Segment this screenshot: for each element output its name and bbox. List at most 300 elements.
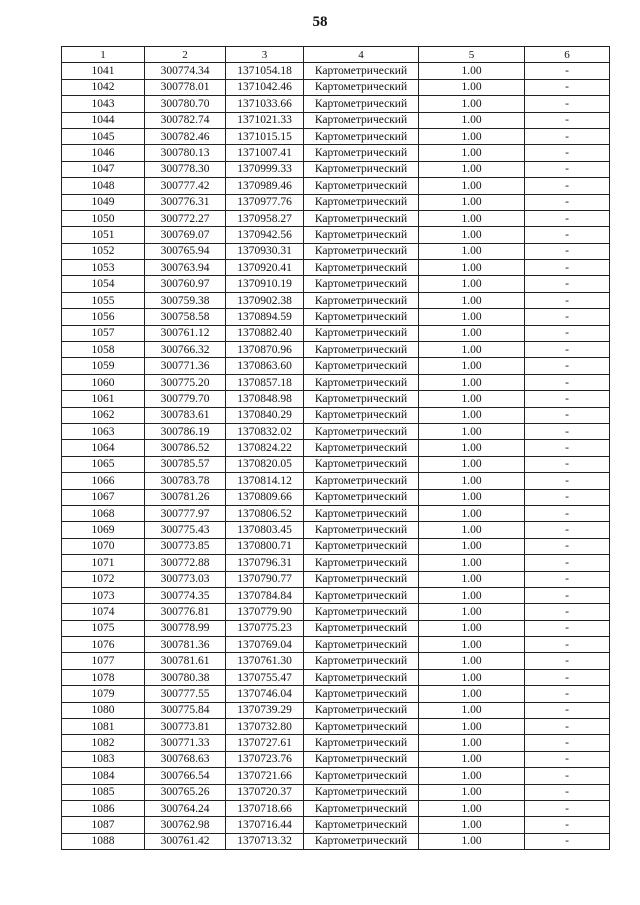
accuracy-cell: 1.00 — [419, 456, 525, 472]
method-cell: Картометрический — [304, 194, 419, 210]
point-number-cell: 1070 — [62, 538, 145, 554]
point-number-cell: 1057 — [62, 325, 145, 341]
table-row — [62, 800, 610, 816]
x-coordinate-cell: 300776.81 — [145, 604, 226, 620]
point-number-cell: 1045 — [62, 128, 145, 144]
table-row — [62, 210, 610, 226]
table-row — [62, 538, 610, 554]
x-coordinate-cell: 300761.42 — [145, 833, 226, 849]
point-number-cell: 1054 — [62, 276, 145, 292]
method-cell: Картометрический — [304, 489, 419, 505]
table-row — [62, 391, 610, 407]
accuracy-cell: 1.00 — [419, 817, 525, 833]
x-coordinate-cell: 300775.43 — [145, 522, 226, 538]
accuracy-cell: 1.00 — [419, 210, 525, 226]
accuracy-cell: 1.00 — [419, 833, 525, 849]
note-cell: - — [525, 571, 610, 587]
y-coordinate-cell: 1370716.44 — [226, 817, 304, 833]
method-cell: Картометрический — [304, 391, 419, 407]
y-coordinate-cell: 1371042.46 — [226, 79, 304, 95]
method-cell: Картометрический — [304, 423, 419, 439]
y-coordinate-cell: 1370882.40 — [226, 325, 304, 341]
point-number-cell: 1086 — [62, 800, 145, 816]
point-number-cell: 1075 — [62, 620, 145, 636]
method-cell: Картометрический — [304, 112, 419, 128]
accuracy-cell: 1.00 — [419, 489, 525, 505]
point-number-cell: 1073 — [62, 587, 145, 603]
method-cell: Картометрический — [304, 719, 419, 735]
method-cell: Картометрический — [304, 653, 419, 669]
table-row — [62, 817, 610, 833]
y-coordinate-cell: 1370989.46 — [226, 178, 304, 194]
y-coordinate-cell: 1370806.52 — [226, 505, 304, 521]
method-cell: Картометрический — [304, 161, 419, 177]
method-cell: Картометрический — [304, 817, 419, 833]
point-number-cell: 1069 — [62, 522, 145, 538]
point-number-cell: 1056 — [62, 309, 145, 325]
method-cell: Картометрический — [304, 342, 419, 358]
table-header-row — [62, 47, 610, 63]
table-row — [62, 702, 610, 718]
note-cell: - — [525, 227, 610, 243]
method-cell: Картометрический — [304, 702, 419, 718]
table-row — [62, 604, 610, 620]
accuracy-cell: 1.00 — [419, 194, 525, 210]
y-coordinate-cell: 1370820.05 — [226, 456, 304, 472]
point-number-cell: 1041 — [62, 63, 145, 79]
y-coordinate-cell: 1370775.23 — [226, 620, 304, 636]
table-row — [62, 194, 610, 210]
method-cell: Картометрический — [304, 735, 419, 751]
table-row — [62, 374, 610, 390]
point-number-cell: 1064 — [62, 440, 145, 456]
accuracy-cell: 1.00 — [419, 686, 525, 702]
y-coordinate-cell: 1370761.30 — [226, 653, 304, 669]
accuracy-cell: 1.00 — [419, 243, 525, 259]
y-coordinate-cell: 1370796.31 — [226, 555, 304, 571]
point-number-cell: 1050 — [62, 210, 145, 226]
note-cell: - — [525, 292, 610, 308]
point-number-cell: 1048 — [62, 178, 145, 194]
x-coordinate-cell: 300781.61 — [145, 653, 226, 669]
x-coordinate-cell: 300769.07 — [145, 227, 226, 243]
x-coordinate-cell: 300775.84 — [145, 702, 226, 718]
method-cell: Картометрический — [304, 325, 419, 341]
table-row — [62, 653, 610, 669]
y-coordinate-cell: 1370958.27 — [226, 210, 304, 226]
note-cell: - — [525, 96, 610, 112]
accuracy-cell: 1.00 — [419, 669, 525, 685]
note-cell: - — [525, 358, 610, 374]
table-row — [62, 489, 610, 505]
accuracy-cell: 1.00 — [419, 768, 525, 784]
x-coordinate-cell: 300773.03 — [145, 571, 226, 587]
note-cell: - — [525, 719, 610, 735]
method-cell: Картометрический — [304, 620, 419, 636]
point-number-cell: 1087 — [62, 817, 145, 833]
table-row — [62, 79, 610, 95]
table-row — [62, 342, 610, 358]
note-cell: - — [525, 325, 610, 341]
method-cell: Картометрический — [304, 358, 419, 374]
method-cell: Картометрический — [304, 473, 419, 489]
point-number-cell: 1085 — [62, 784, 145, 800]
point-number-cell: 1052 — [62, 243, 145, 259]
y-coordinate-cell: 1371015.15 — [226, 128, 304, 144]
table-row — [62, 571, 610, 587]
accuracy-cell: 1.00 — [419, 473, 525, 489]
point-number-cell: 1046 — [62, 145, 145, 161]
note-cell: - — [525, 63, 610, 79]
method-cell: Картометрический — [304, 587, 419, 603]
note-cell: - — [525, 669, 610, 685]
method-cell: Картометрический — [304, 768, 419, 784]
accuracy-cell: 1.00 — [419, 96, 525, 112]
table-row — [62, 522, 610, 538]
y-coordinate-cell: 1370824.22 — [226, 440, 304, 456]
point-number-cell: 1066 — [62, 473, 145, 489]
note-cell: - — [525, 309, 610, 325]
table-row — [62, 719, 610, 735]
accuracy-cell: 1.00 — [419, 522, 525, 538]
y-coordinate-cell: 1370723.76 — [226, 751, 304, 767]
method-cell: Картометрический — [304, 374, 419, 390]
note-cell: - — [525, 342, 610, 358]
x-coordinate-cell: 300780.70 — [145, 96, 226, 112]
note-cell: - — [525, 637, 610, 653]
table-row — [62, 833, 610, 849]
table-row — [62, 407, 610, 423]
point-number-cell: 1068 — [62, 505, 145, 521]
note-cell: - — [525, 702, 610, 718]
table-row — [62, 735, 610, 751]
x-coordinate-cell: 300759.38 — [145, 292, 226, 308]
method-cell: Картометрический — [304, 522, 419, 538]
x-coordinate-cell: 300785.57 — [145, 456, 226, 472]
table-row — [62, 292, 610, 308]
accuracy-cell: 1.00 — [419, 538, 525, 554]
point-number-cell: 1058 — [62, 342, 145, 358]
y-coordinate-cell: 1370746.04 — [226, 686, 304, 702]
method-cell: Картометрический — [304, 604, 419, 620]
note-cell: - — [525, 587, 610, 603]
x-coordinate-cell: 300776.31 — [145, 194, 226, 210]
note-cell: - — [525, 145, 610, 161]
point-number-cell: 1042 — [62, 79, 145, 95]
x-coordinate-cell: 300775.20 — [145, 374, 226, 390]
table-row — [62, 456, 610, 472]
x-coordinate-cell: 300781.26 — [145, 489, 226, 505]
accuracy-cell: 1.00 — [419, 145, 525, 161]
accuracy-cell: 1.00 — [419, 358, 525, 374]
table-row — [62, 161, 610, 177]
accuracy-cell: 1.00 — [419, 276, 525, 292]
y-coordinate-cell: 1371007.41 — [226, 145, 304, 161]
x-coordinate-cell: 300781.36 — [145, 637, 226, 653]
note-cell: - — [525, 489, 610, 505]
method-cell: Картометрический — [304, 833, 419, 849]
note-cell: - — [525, 276, 610, 292]
note-cell: - — [525, 178, 610, 194]
point-number-cell: 1082 — [62, 735, 145, 751]
method-cell: Картометрический — [304, 210, 419, 226]
y-coordinate-cell: 1370727.61 — [226, 735, 304, 751]
point-number-cell: 1079 — [62, 686, 145, 702]
note-cell: - — [525, 194, 610, 210]
table-row — [62, 260, 610, 276]
accuracy-cell: 1.00 — [419, 784, 525, 800]
y-coordinate-cell: 1370930.31 — [226, 243, 304, 259]
y-coordinate-cell: 1370800.71 — [226, 538, 304, 554]
y-coordinate-cell: 1370769.04 — [226, 637, 304, 653]
table-row — [62, 276, 610, 292]
table-row — [62, 309, 610, 325]
accuracy-cell: 1.00 — [419, 800, 525, 816]
point-number-cell: 1061 — [62, 391, 145, 407]
note-cell: - — [525, 833, 610, 849]
note-cell: - — [525, 800, 610, 816]
method-cell: Картометрический — [304, 63, 419, 79]
accuracy-cell: 1.00 — [419, 63, 525, 79]
note-cell: - — [525, 817, 610, 833]
note-cell: - — [525, 686, 610, 702]
x-coordinate-cell: 300764.24 — [145, 800, 226, 816]
x-coordinate-cell: 300786.19 — [145, 423, 226, 439]
y-coordinate-cell: 1370809.66 — [226, 489, 304, 505]
x-coordinate-cell: 300786.52 — [145, 440, 226, 456]
point-number-cell: 1063 — [62, 423, 145, 439]
note-cell: - — [525, 440, 610, 456]
accuracy-cell: 1.00 — [419, 391, 525, 407]
accuracy-cell: 1.00 — [419, 702, 525, 718]
note-cell: - — [525, 128, 610, 144]
point-number-cell: 1078 — [62, 669, 145, 685]
method-cell: Картометрический — [304, 178, 419, 194]
table-row — [62, 178, 610, 194]
table-body — [62, 63, 610, 850]
table-row — [62, 227, 610, 243]
method-cell: Картометрический — [304, 407, 419, 423]
accuracy-cell: 1.00 — [419, 637, 525, 653]
point-number-cell: 1049 — [62, 194, 145, 210]
point-number-cell: 1043 — [62, 96, 145, 112]
note-cell: - — [525, 423, 610, 439]
y-coordinate-cell: 1370942.56 — [226, 227, 304, 243]
y-coordinate-cell: 1370718.66 — [226, 800, 304, 816]
note-cell: - — [525, 784, 610, 800]
method-cell: Картометрический — [304, 128, 419, 144]
page-number: 58 — [312, 14, 328, 30]
method-cell: Картометрический — [304, 243, 419, 259]
x-coordinate-cell: 300772.88 — [145, 555, 226, 571]
method-cell: Картометрический — [304, 505, 419, 521]
note-cell: - — [525, 243, 610, 259]
x-coordinate-cell: 300771.36 — [145, 358, 226, 374]
x-coordinate-cell: 300782.74 — [145, 112, 226, 128]
x-coordinate-cell: 300778.99 — [145, 620, 226, 636]
x-coordinate-cell: 300773.81 — [145, 719, 226, 735]
accuracy-cell: 1.00 — [419, 719, 525, 735]
x-coordinate-cell: 300777.97 — [145, 505, 226, 521]
accuracy-cell: 1.00 — [419, 342, 525, 358]
x-coordinate-cell: 300760.97 — [145, 276, 226, 292]
y-coordinate-cell: 1370910.19 — [226, 276, 304, 292]
y-coordinate-cell: 1370784.84 — [226, 587, 304, 603]
y-coordinate-cell: 1370720.37 — [226, 784, 304, 800]
point-number-cell: 1044 — [62, 112, 145, 128]
point-number-cell: 1065 — [62, 456, 145, 472]
x-coordinate-cell: 300761.12 — [145, 325, 226, 341]
accuracy-cell: 1.00 — [419, 309, 525, 325]
note-cell: - — [525, 112, 610, 128]
method-cell: Картометрический — [304, 309, 419, 325]
x-coordinate-cell: 300763.94 — [145, 260, 226, 276]
table-row — [62, 423, 610, 439]
accuracy-cell: 1.00 — [419, 325, 525, 341]
y-coordinate-cell: 1370863.60 — [226, 358, 304, 374]
method-cell: Картометрический — [304, 637, 419, 653]
note-cell: - — [525, 620, 610, 636]
y-coordinate-cell: 1370894.59 — [226, 309, 304, 325]
x-coordinate-cell: 300772.27 — [145, 210, 226, 226]
accuracy-cell: 1.00 — [419, 161, 525, 177]
accuracy-cell: 1.00 — [419, 440, 525, 456]
y-coordinate-cell: 1370848.98 — [226, 391, 304, 407]
table-row — [62, 325, 610, 341]
accuracy-cell: 1.00 — [419, 128, 525, 144]
x-coordinate-cell: 300777.42 — [145, 178, 226, 194]
y-coordinate-cell: 1370857.18 — [226, 374, 304, 390]
accuracy-cell: 1.00 — [419, 112, 525, 128]
table-row — [62, 440, 610, 456]
x-coordinate-cell: 300768.63 — [145, 751, 226, 767]
accuracy-cell: 1.00 — [419, 423, 525, 439]
note-cell: - — [525, 79, 610, 95]
note-cell: - — [525, 374, 610, 390]
x-coordinate-cell: 300783.61 — [145, 407, 226, 423]
table-row — [62, 751, 610, 767]
x-coordinate-cell: 300782.46 — [145, 128, 226, 144]
y-coordinate-cell: 1370790.77 — [226, 571, 304, 587]
point-number-cell: 1071 — [62, 555, 145, 571]
x-coordinate-cell: 300758.58 — [145, 309, 226, 325]
note-cell: - — [525, 456, 610, 472]
table-row — [62, 145, 610, 161]
y-coordinate-cell: 1370977.76 — [226, 194, 304, 210]
accuracy-cell: 1.00 — [419, 178, 525, 194]
table-row — [62, 637, 610, 653]
note-cell: - — [525, 555, 610, 571]
note-cell: - — [525, 505, 610, 521]
y-coordinate-cell: 1370832.02 — [226, 423, 304, 439]
point-number-cell: 1055 — [62, 292, 145, 308]
note-cell: - — [525, 538, 610, 554]
accuracy-cell: 1.00 — [419, 620, 525, 636]
accuracy-cell: 1.00 — [419, 604, 525, 620]
point-number-cell: 1067 — [62, 489, 145, 505]
point-number-cell: 1059 — [62, 358, 145, 374]
method-cell: Картометрический — [304, 96, 419, 112]
table-row — [62, 473, 610, 489]
y-coordinate-cell: 1370739.29 — [226, 702, 304, 718]
point-number-cell: 1084 — [62, 768, 145, 784]
y-coordinate-cell: 1370732.80 — [226, 719, 304, 735]
column-header: 6 — [525, 47, 610, 63]
table-row — [62, 784, 610, 800]
point-number-cell: 1077 — [62, 653, 145, 669]
accuracy-cell: 1.00 — [419, 407, 525, 423]
table-row — [62, 505, 610, 521]
table-row — [62, 620, 610, 636]
method-cell: Картометрический — [304, 751, 419, 767]
point-number-cell: 1062 — [62, 407, 145, 423]
y-coordinate-cell: 1370814.12 — [226, 473, 304, 489]
accuracy-cell: 1.00 — [419, 505, 525, 521]
x-coordinate-cell: 300773.85 — [145, 538, 226, 554]
note-cell: - — [525, 210, 610, 226]
column-header: 3 — [226, 47, 304, 63]
accuracy-cell: 1.00 — [419, 227, 525, 243]
y-coordinate-cell: 1370713.32 — [226, 833, 304, 849]
note-cell: - — [525, 604, 610, 620]
y-coordinate-cell: 1370920.41 — [226, 260, 304, 276]
x-coordinate-cell: 300779.70 — [145, 391, 226, 407]
method-cell: Картометрический — [304, 555, 419, 571]
y-coordinate-cell: 1370755.47 — [226, 669, 304, 685]
point-number-cell: 1072 — [62, 571, 145, 587]
table-row — [62, 669, 610, 685]
x-coordinate-cell: 300778.30 — [145, 161, 226, 177]
note-cell: - — [525, 735, 610, 751]
method-cell: Картометрический — [304, 571, 419, 587]
note-cell: - — [525, 391, 610, 407]
column-header: 2 — [145, 47, 226, 63]
x-coordinate-cell: 300780.13 — [145, 145, 226, 161]
x-coordinate-cell: 300771.33 — [145, 735, 226, 751]
method-cell: Картометрический — [304, 800, 419, 816]
accuracy-cell: 1.00 — [419, 260, 525, 276]
x-coordinate-cell: 300778.01 — [145, 79, 226, 95]
method-cell: Картометрический — [304, 440, 419, 456]
note-cell: - — [525, 161, 610, 177]
x-coordinate-cell: 300777.55 — [145, 686, 226, 702]
column-header: 5 — [419, 47, 525, 63]
y-coordinate-cell: 1370803.45 — [226, 522, 304, 538]
note-cell: - — [525, 407, 610, 423]
accuracy-cell: 1.00 — [419, 374, 525, 390]
table-row — [62, 686, 610, 702]
table-row — [62, 243, 610, 259]
y-coordinate-cell: 1371033.66 — [226, 96, 304, 112]
table-row — [62, 555, 610, 571]
y-coordinate-cell: 1370840.29 — [226, 407, 304, 423]
table-row — [62, 63, 610, 79]
point-number-cell: 1074 — [62, 604, 145, 620]
method-cell: Картометрический — [304, 538, 419, 554]
note-cell: - — [525, 653, 610, 669]
x-coordinate-cell: 300762.98 — [145, 817, 226, 833]
note-cell: - — [525, 473, 610, 489]
x-coordinate-cell: 300765.94 — [145, 243, 226, 259]
point-number-cell: 1081 — [62, 719, 145, 735]
method-cell: Картометрический — [304, 145, 419, 161]
coordinates-table — [61, 46, 610, 850]
table-row — [62, 128, 610, 144]
table-row — [62, 587, 610, 603]
y-coordinate-cell: 1370870.96 — [226, 342, 304, 358]
x-coordinate-cell: 300766.54 — [145, 768, 226, 784]
point-number-cell: 1060 — [62, 374, 145, 390]
